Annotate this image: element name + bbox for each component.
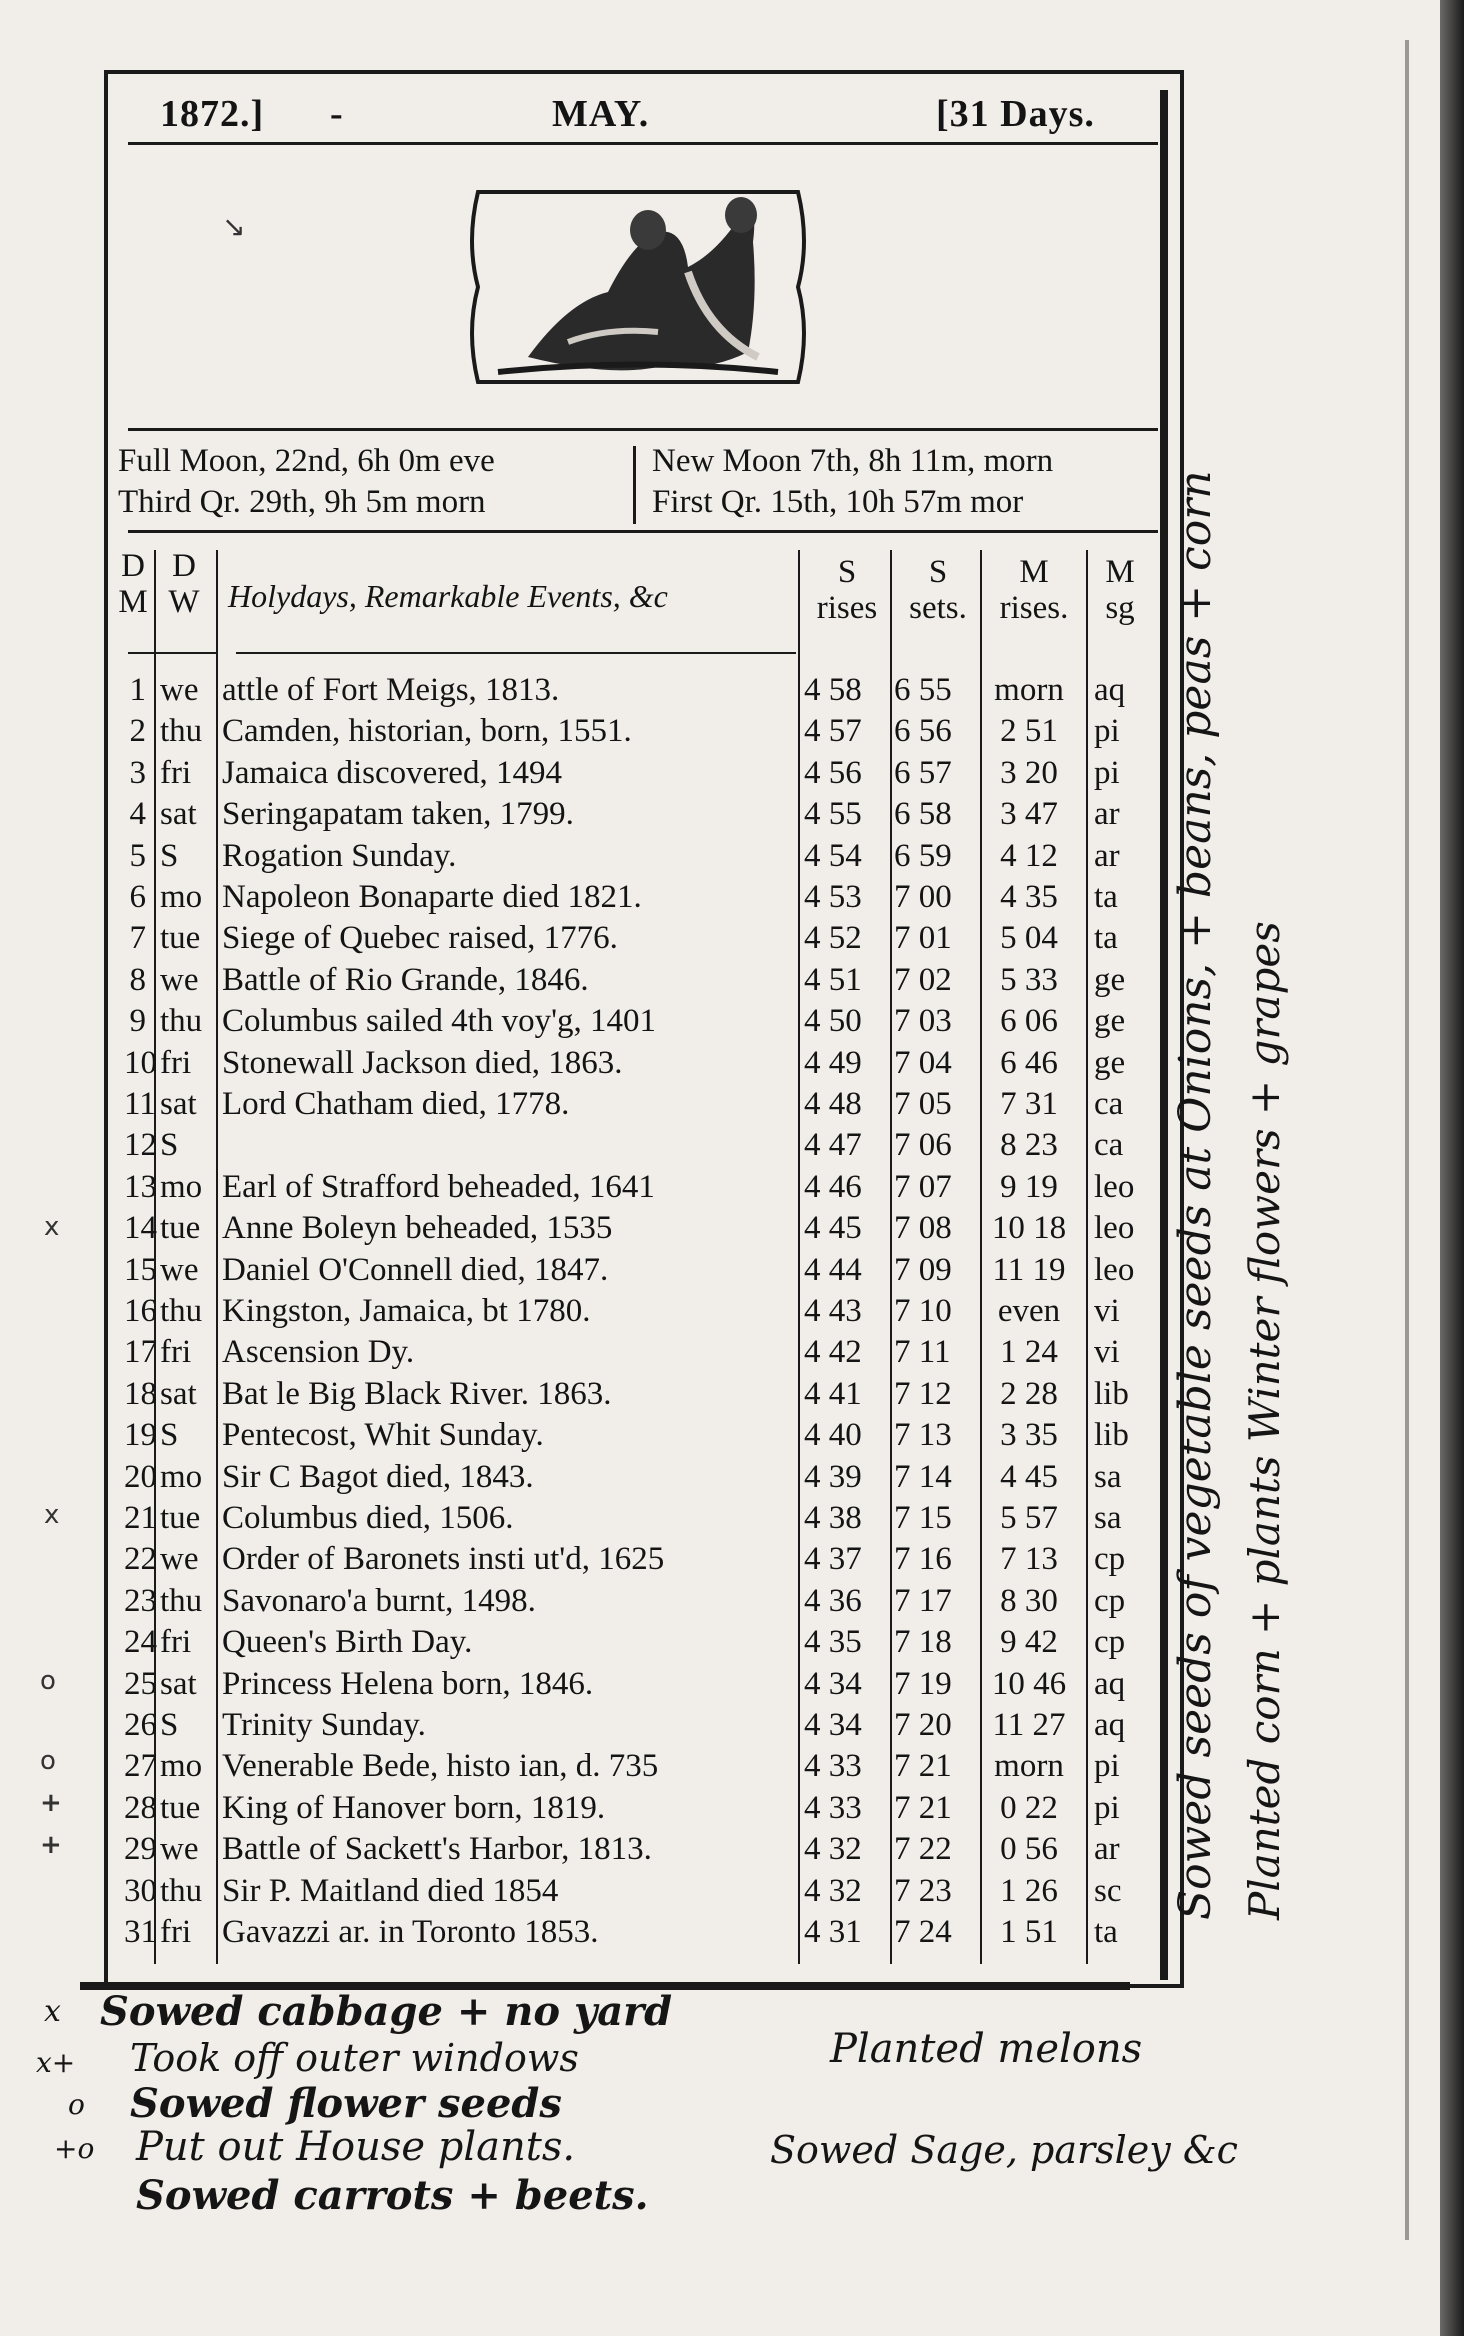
day-of-week: tue [160, 1789, 201, 1826]
hand-mark-3: o [68, 2088, 85, 2121]
sun-sets: 7 03 [894, 1003, 952, 1040]
moon-sign: vi [1094, 1334, 1120, 1371]
moon-rises: even [997, 1293, 1061, 1329]
sun-sets: 7 15 [894, 1500, 952, 1536]
moon-sign: ar [1094, 796, 1120, 833]
day-of-month: 2 [129, 713, 146, 750]
sun-rises: 4 38 [804, 1500, 862, 1536]
sun-sets: 7 17 [894, 1582, 952, 1619]
sun-rises: 4 57 [804, 713, 862, 750]
sun-sets: 7 13 [894, 1417, 952, 1454]
hand-note-4: Sowed flower seeds [130, 2080, 562, 2127]
table-row [0, 1746, 1160, 1787]
table-row [0, 1374, 1160, 1415]
day-of-month: 25 [124, 1665, 157, 1702]
day-of-week: mo [160, 1458, 203, 1495]
col-events: Holydays, Remarkable Events, &c [228, 578, 668, 614]
day-of-week: fri [160, 1624, 192, 1661]
event-text: Daniel O'Connell died, 1847. [222, 1251, 609, 1288]
moon-sign: sa [1094, 1500, 1122, 1536]
day-of-week: fri [160, 754, 192, 791]
table-row [0, 1332, 1160, 1373]
event-text: Earl of Strafford beheaded, 1641 [222, 1168, 655, 1205]
moon-rises: 1 51 [1000, 1914, 1058, 1950]
col-moon-sign: M sg [1105, 554, 1135, 626]
table-row [0, 753, 1160, 794]
moon-sign: aq [1094, 1707, 1126, 1743]
day-of-week: S [160, 837, 179, 874]
event-text: Savonaro'a burnt, 1498. [222, 1582, 536, 1619]
sun-sets: 7 11 [894, 1334, 951, 1371]
moon-rises: 1 24 [1000, 1334, 1058, 1371]
moon-rises: 2 28 [1000, 1375, 1058, 1412]
moon-rises: 0 22 [1000, 1789, 1058, 1826]
table-row [0, 1539, 1160, 1580]
day-of-month: 13 [124, 1168, 157, 1205]
event-text: Stonewall Jackson died, 1863. [222, 1044, 623, 1081]
day-of-week: thu [160, 713, 203, 750]
day-of-month: 17 [124, 1334, 157, 1371]
moon-rule-bottom [128, 530, 1158, 533]
sun-sets: 7 21 [894, 1748, 952, 1785]
event-text: Siege of Quebec raised, 1776. [222, 920, 618, 957]
margin-mark-13: x [44, 1212, 60, 1242]
margin-mark-28: + [40, 1788, 62, 1818]
moon-sign: leo [1094, 1210, 1135, 1247]
event-text: Sir P. Maitland died 1854 [222, 1872, 559, 1909]
moon-sign: ca [1094, 1086, 1124, 1122]
book-spine [1440, 0, 1464, 2336]
sun-sets: 7 04 [894, 1044, 952, 1081]
day-of-month: 20 [124, 1458, 157, 1495]
header-days: [31 Days. [936, 93, 1095, 135]
moon-sign: leo [1094, 1168, 1135, 1205]
moon-rises: 7 31 [1000, 1086, 1058, 1122]
moon-rises: 3 35 [1000, 1417, 1058, 1454]
moon-rises: 3 20 [1000, 754, 1058, 791]
moon-sign: sa [1094, 1458, 1122, 1495]
col-day-of-week: D W [168, 548, 200, 620]
event-text: Battle of Sackett's Harbor, 1813. [222, 1831, 652, 1868]
moon-sign: ge [1094, 1044, 1126, 1081]
table-row [0, 1125, 1160, 1166]
table-row [0, 1829, 1160, 1870]
event-text: Seringapatam taken, 1799. [222, 796, 574, 833]
moon-sign: ar [1094, 837, 1120, 874]
day-of-week: we [160, 672, 199, 708]
day-of-week: tue [160, 1210, 201, 1247]
day-of-week: fri [160, 1044, 192, 1081]
day-of-month: 11 [124, 1086, 156, 1122]
event-text: Jamaica discovered, 1494 [222, 754, 562, 791]
moon-rises: 10 46 [991, 1665, 1067, 1702]
sun-sets: 7 21 [894, 1789, 952, 1826]
moon-rises: 2 51 [1000, 713, 1058, 750]
day-of-week: S [160, 1127, 179, 1164]
day-of-month: 9 [129, 1003, 146, 1040]
table-row [0, 1208, 1160, 1249]
table-row [0, 1250, 1160, 1291]
moon-sign: sc [1094, 1872, 1122, 1909]
hand-note-6: Sowed Sage, parsley &c [770, 2128, 1238, 2172]
table-row [0, 1871, 1160, 1912]
table-row [0, 670, 1160, 711]
event-text: Queen's Birth Day. [222, 1624, 473, 1661]
sun-rises: 4 33 [804, 1748, 862, 1785]
table-row [0, 1415, 1160, 1456]
moon-sign: leo [1094, 1251, 1135, 1288]
margin-mark-21: x [44, 1500, 60, 1530]
col-moon-rises: M rises. [999, 554, 1069, 626]
sun-rises: 4 39 [804, 1458, 862, 1495]
moon-rises: 6 06 [1000, 1003, 1058, 1040]
event-text: Sir C Bagot died, 1843. [222, 1458, 534, 1495]
moon-rises: 7 13 [1000, 1541, 1058, 1578]
sun-rises: 4 42 [804, 1334, 862, 1371]
moon-sign: ta [1094, 879, 1118, 915]
moon-rises: 9 19 [1000, 1168, 1058, 1205]
margin-mark-27: o [40, 1746, 56, 1776]
moon-rule-top [128, 428, 1158, 431]
table-row [0, 836, 1160, 877]
day-of-week: fri [160, 1914, 192, 1950]
event-text: Columbus sailed 4th voy'g, 1401 [222, 1003, 657, 1040]
moon-sign: ca [1094, 1127, 1124, 1164]
sun-sets: 7 16 [894, 1541, 952, 1578]
day-of-month: 19 [124, 1417, 157, 1454]
moon-rises: 8 23 [1000, 1127, 1058, 1164]
day-of-week: sat [160, 1375, 197, 1412]
sun-sets: 6 58 [894, 796, 952, 833]
sun-rises: 4 32 [804, 1831, 862, 1868]
header-rule-left [128, 652, 218, 654]
margin-mark-29: + [40, 1830, 62, 1860]
moon-sign: ta [1094, 1914, 1118, 1950]
day-of-month: 1 [129, 672, 146, 708]
sun-rises: 4 35 [804, 1624, 862, 1661]
moon-sign: vi [1094, 1293, 1120, 1329]
moon-rises: 4 45 [1000, 1458, 1058, 1495]
day-of-month: 12 [124, 1127, 157, 1164]
table-row [0, 1581, 1160, 1622]
day-of-week: tue [160, 1500, 201, 1536]
day-of-month: 18 [124, 1375, 157, 1412]
day-of-month: 28 [124, 1789, 157, 1826]
day-of-week: tue [160, 920, 201, 957]
sun-sets: 7 09 [894, 1251, 952, 1288]
day-of-week: S [160, 1707, 179, 1743]
hand-mark-2: x+ [36, 2046, 76, 2079]
sun-rises: 4 45 [804, 1210, 862, 1247]
day-of-month: 21 [124, 1500, 157, 1536]
moon-sign: aq [1094, 672, 1126, 708]
day-of-week: thu [160, 1582, 203, 1619]
event-text: Ascension Dy. [222, 1334, 415, 1371]
moon-new: New Moon 7th, 8h 11m, morn [652, 443, 1054, 479]
sun-rises: 4 56 [804, 754, 862, 791]
moon-rises: 6 46 [1000, 1044, 1058, 1081]
day-of-week: we [160, 1831, 199, 1868]
moon-rises: morn [994, 672, 1064, 708]
hand-note-7: Sowed carrots + beets. [136, 2172, 649, 2219]
event-text: attle of Fort Meigs, 1813. [222, 672, 560, 708]
day-of-month: 10 [124, 1044, 157, 1081]
table-row [0, 1043, 1160, 1084]
event-text: Venerable Bede, histo ian, d. 735 [222, 1748, 659, 1785]
moon-sign: ge [1094, 1003, 1126, 1040]
col-sun-sets: S sets. [909, 554, 967, 626]
moon-rises: 5 04 [1000, 920, 1058, 957]
day-of-week: sat [160, 1086, 197, 1122]
moon-sign: ar [1094, 1831, 1120, 1868]
sun-rises: 4 43 [804, 1293, 862, 1329]
moon-sign: pi [1094, 1748, 1120, 1785]
moon-rises: 5 57 [1000, 1500, 1058, 1536]
moon-rises: 5 33 [1000, 961, 1058, 998]
sun-rises: 4 32 [804, 1872, 862, 1909]
hand-side-note-1: Sowed seeds of vegetable seeds at Onions, + beans, peas + corn [1170, 470, 1221, 1920]
day-of-month: 14 [124, 1210, 157, 1247]
table-row [0, 711, 1160, 752]
day-of-month: 15 [124, 1251, 157, 1288]
sun-sets: 6 56 [894, 713, 952, 750]
sun-sets: 6 57 [894, 754, 952, 791]
sun-rises: 4 46 [804, 1168, 862, 1205]
hand-note-2: Took off outer windows [130, 2036, 579, 2080]
margin-mark-24: o [40, 1666, 56, 1696]
sun-rises: 4 52 [804, 920, 862, 957]
header-month: MAY. [552, 93, 650, 135]
sun-sets: 7 23 [894, 1872, 952, 1909]
day-of-week: we [160, 961, 199, 998]
event-text: Pentecost, Whit Sunday. [222, 1417, 544, 1454]
hand-note-1: Sowed cabbage + no yard [100, 1988, 673, 2035]
sun-rises: 4 51 [804, 961, 862, 998]
sun-rises: 4 34 [804, 1707, 862, 1743]
event-text: Anne Boleyn beheaded, 1535 [222, 1210, 613, 1247]
sun-rises: 4 54 [804, 837, 862, 874]
moon-sign: pi [1094, 1789, 1120, 1826]
sun-rises: 4 53 [804, 879, 862, 915]
day-of-month: 27 [124, 1748, 157, 1785]
day-of-month: 26 [124, 1707, 157, 1743]
moon-first: First Qr. 15th, 10h 57m mor [652, 484, 1024, 520]
event-text: Camden, historian, born, 1551. [222, 713, 632, 750]
table-row [0, 918, 1160, 959]
table-row [0, 1664, 1160, 1705]
sun-rises: 4 49 [804, 1044, 862, 1081]
moon-rises: 4 35 [1000, 879, 1058, 915]
moon-rises: 11 19 [992, 1251, 1066, 1288]
sun-sets: 7 07 [894, 1168, 952, 1205]
event-text: Trinity Sunday. [222, 1707, 426, 1743]
header-rule-events [236, 652, 796, 654]
header-rule [128, 142, 1158, 145]
day-of-week: thu [160, 1872, 203, 1909]
event-text: Order of Baronets insti ut'd, 1625 [222, 1541, 665, 1578]
col-sun-rises: S rises [816, 554, 878, 626]
sun-rises: 4 47 [804, 1127, 862, 1164]
day-of-week: we [160, 1541, 199, 1578]
day-of-week: thu [160, 1293, 203, 1329]
moon-separator [633, 446, 636, 524]
event-text: Bat le Big Black River. 1863. [222, 1375, 612, 1412]
event-text: Columbus died, 1506. [222, 1500, 514, 1536]
table-row [0, 960, 1160, 1001]
sun-sets: 7 20 [894, 1707, 952, 1743]
table-row [0, 1291, 1160, 1332]
table-row [0, 794, 1160, 835]
sun-rises: 4 34 [804, 1665, 862, 1702]
moon-rises: 3 47 [1000, 796, 1058, 833]
day-of-month: 29 [124, 1831, 157, 1868]
day-of-week: fri [160, 1334, 192, 1371]
day-of-month: 23 [124, 1582, 157, 1619]
day-of-week: thu [160, 1003, 203, 1040]
event-text: Princess Helena born, 1846. [222, 1665, 594, 1702]
hand-note-3: Planted melons [830, 2026, 1143, 2072]
moon-sign: lib [1094, 1375, 1129, 1412]
moon-rises: 8 30 [1000, 1582, 1058, 1619]
border-shadow-right [1160, 90, 1168, 1980]
sun-rises: 4 48 [804, 1086, 862, 1122]
moon-sign: lib [1094, 1417, 1129, 1454]
sun-sets: 7 02 [894, 961, 952, 998]
sun-rises: 4 55 [804, 796, 862, 833]
sun-sets: 7 18 [894, 1624, 952, 1661]
day-of-month: 8 [129, 961, 146, 998]
event-text: Napoleon Bonaparte died 1821. [222, 879, 642, 915]
moon-sign: ta [1094, 920, 1118, 957]
sun-sets: 7 00 [894, 879, 952, 915]
moon-rises: 1 26 [1000, 1872, 1058, 1909]
day-of-week: sat [160, 796, 197, 833]
hand-side-note-2: Planted corn + plants Winter flowers + grapes [1240, 921, 1289, 1920]
moon-full: Full Moon, 22nd, 6h 0m eve [118, 443, 495, 479]
ink-speck: ↘ [222, 210, 246, 243]
col-day-of-month: D M [118, 548, 148, 620]
sun-sets: 7 14 [894, 1458, 952, 1495]
sun-rises: 4 36 [804, 1582, 862, 1619]
table-row [0, 1084, 1160, 1125]
table-row [0, 1705, 1160, 1746]
moon-rises: 9 42 [1000, 1624, 1058, 1661]
moon-sign: pi [1094, 754, 1120, 791]
table-row [0, 1912, 1160, 1953]
event-text: Battle of Rio Grande, 1846. [222, 961, 589, 998]
sun-rises: 4 37 [804, 1541, 862, 1578]
sun-rises: 4 50 [804, 1003, 862, 1040]
day-of-week: S [160, 1417, 179, 1454]
day-of-month: 24 [124, 1624, 157, 1661]
hand-mark-1: x [44, 1994, 61, 2029]
sun-rises: 4 40 [804, 1417, 862, 1454]
event-text: King of Hanover born, 1819. [222, 1789, 606, 1826]
moon-sign: cp [1094, 1624, 1126, 1661]
day-of-month: 30 [124, 1872, 157, 1909]
engraving-illustration [458, 182, 818, 392]
moon-sign: aq [1094, 1665, 1126, 1702]
event-text: Gavazzi ar. in Toronto 1853. [222, 1914, 599, 1950]
sun-sets: 7 24 [894, 1914, 952, 1950]
sun-sets: 6 55 [894, 672, 952, 708]
day-of-month: 31 [124, 1914, 157, 1950]
event-text: Lord Chatham died, 1778. [222, 1086, 570, 1122]
day-of-week: mo [160, 1748, 203, 1785]
moon-rises: morn [994, 1748, 1064, 1785]
moon-sign: cp [1094, 1541, 1126, 1578]
sun-sets: 7 01 [894, 920, 952, 957]
sun-rises: 4 31 [804, 1914, 862, 1950]
table-row [0, 1622, 1160, 1663]
hand-note-5: Put out House plants. [136, 2124, 576, 2170]
table-row [0, 1788, 1160, 1829]
moon-sign: pi [1094, 713, 1120, 750]
sun-sets: 7 05 [894, 1086, 952, 1122]
day-of-month: 16 [124, 1293, 157, 1329]
table-row [0, 1001, 1160, 1042]
header-dash: - [330, 93, 344, 135]
sun-sets: 7 22 [894, 1831, 952, 1868]
sun-rises: 4 58 [804, 672, 862, 708]
header-year: 1872.] [160, 93, 265, 135]
sun-sets: 7 08 [894, 1210, 952, 1247]
hand-mark-4: +o [54, 2132, 95, 2165]
moon-rises: 0 56 [1000, 1831, 1058, 1868]
moon-rises: 10 18 [991, 1210, 1067, 1247]
moon-sign: ge [1094, 961, 1126, 998]
table-row [0, 1457, 1160, 1498]
event-text: Kingston, Jamaica, bt 1780. [222, 1293, 591, 1329]
sun-sets: 7 19 [894, 1665, 952, 1702]
table-row [0, 1167, 1160, 1208]
sun-rises: 4 33 [804, 1789, 862, 1826]
table-row [0, 877, 1160, 918]
day-of-week: mo [160, 1168, 203, 1205]
moon-rises: 4 12 [1000, 837, 1058, 874]
moon-third: Third Qr. 29th, 9h 5m morn [118, 484, 486, 520]
day-of-month: 6 [129, 879, 146, 915]
event-text: Rogation Sunday. [222, 837, 457, 874]
sun-rises: 4 41 [804, 1375, 862, 1412]
day-of-week: we [160, 1251, 199, 1288]
moon-rises: 11 27 [992, 1707, 1066, 1743]
day-of-week: sat [160, 1665, 197, 1702]
day-of-month: 3 [129, 754, 146, 791]
sun-sets: 6 59 [894, 837, 952, 874]
sun-sets: 7 10 [894, 1293, 952, 1329]
table-row [0, 1498, 1160, 1539]
day-of-month: 4 [129, 796, 146, 833]
day-of-week: mo [160, 879, 203, 915]
sun-rises: 4 44 [804, 1251, 862, 1288]
day-of-month: 7 [129, 920, 146, 957]
day-of-month: 22 [124, 1541, 157, 1578]
moon-sign: cp [1094, 1582, 1126, 1619]
sun-sets: 7 12 [894, 1375, 952, 1412]
day-of-month: 5 [129, 837, 146, 874]
sun-sets: 7 06 [894, 1127, 952, 1164]
page-edge [1405, 40, 1409, 2240]
